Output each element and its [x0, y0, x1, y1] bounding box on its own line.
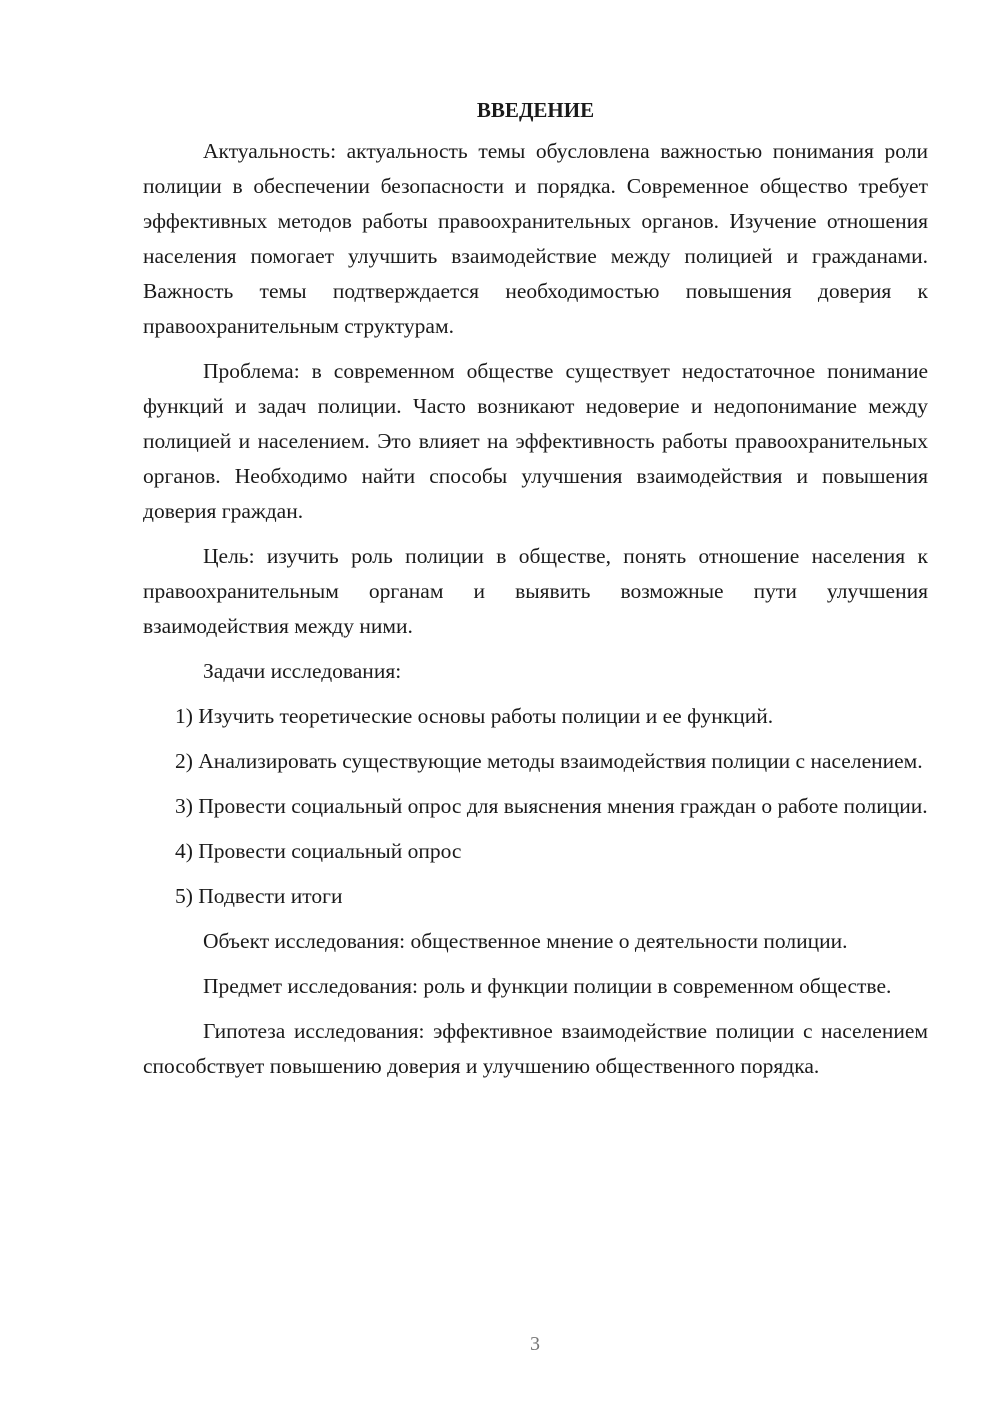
- paragraph-goal: Цель: изучить роль полиции в обществе, понять отношение населения к правоохранительным органам и выявить возможные пути улучшения взаимодействия между ними.: [143, 544, 928, 638]
- tasks-heading: Задачи исследования:: [203, 659, 402, 683]
- paragraph-subject: Предмет исследования: роль и функции полиции в современном обществе.: [203, 974, 892, 998]
- page-content: [143, 93, 928, 1094]
- section-title: ВВЕДЕНИЕ: [476, 98, 595, 122]
- task-item: 4) Провести социальный опрос: [175, 839, 462, 863]
- task-item: 5) Подвести итоги: [175, 884, 343, 908]
- task-item: 2) Анализировать существующие методы взаимодействия полиции с населением.: [175, 749, 923, 773]
- paragraph-relevance: Актуальность: актуальность темы обусловлена важностью понимания роли полиции в обеспечении безопасности и порядка. Современное общество требует эффективных методов работы правоохранительных органов. Изучение отношения населения помогает улучшить взаимодействие между полицией и гражданами. Важность темы подтверждается необходимостью повышения доверия к правоохранительным структурам.: [143, 139, 928, 338]
- task-item: 3) Провести социальный опрос для выяснения мнения граждан о работе полиции.: [175, 794, 928, 818]
- paragraph-hypothesis: Гипотеза исследования: эффективное взаимодействие полиции с населением способствует повышению доверия и улучшению общественного порядка.: [143, 1019, 928, 1078]
- paragraph-object: Объект исследования: общественное мнение о деятельности полиции.: [203, 929, 848, 953]
- task-item: 1) Изучить теоретические основы работы полиции и ее функций.: [175, 704, 774, 728]
- paragraph-problem: Проблема: в современном обществе существует недостаточное понимание функций и задач полиции. Часто возникают недоверие и недопонимание между полицией и населением. Это влияет на эффективность работы правоохранительных органов. Необходимо найти способы улучшения взаимодействия и повышения доверия граждан.: [143, 359, 928, 523]
- page-number: 3: [530, 1333, 540, 1355]
